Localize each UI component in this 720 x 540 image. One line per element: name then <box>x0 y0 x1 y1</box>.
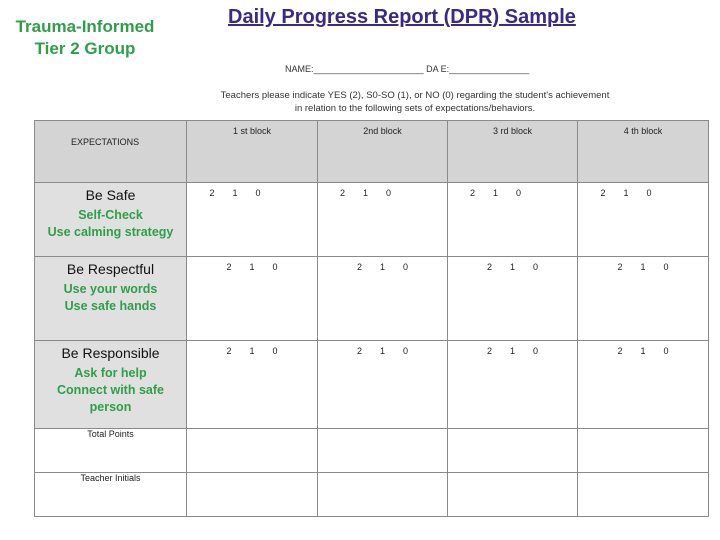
score-1[interactable]: 1 <box>379 346 385 356</box>
total-points-label: Total Points <box>35 429 187 473</box>
expectation-behaviors <box>35 207 186 241</box>
score-2[interactable]: 2 <box>356 346 362 356</box>
score-0[interactable]: 0 <box>663 346 669 356</box>
total-cell[interactable] <box>187 429 318 473</box>
behavior-item: Self-Check <box>78 208 143 222</box>
group-title-line2: Tier 2 Group <box>34 39 136 58</box>
rating-cell[interactable] <box>318 183 448 257</box>
initials-cell[interactable] <box>318 473 448 517</box>
expectation-row-respectful <box>35 257 709 341</box>
score-2[interactable]: 2 <box>339 188 345 198</box>
rating-cell[interactable] <box>187 183 318 257</box>
score-2[interactable]: 2 <box>226 346 232 356</box>
expectation-row-responsible <box>35 341 709 429</box>
score-0[interactable]: 0 <box>403 346 409 356</box>
expectation-behaviors <box>35 365 186 416</box>
score-0[interactable]: 0 <box>403 262 409 272</box>
block-header-2: 2nd block <box>318 121 448 183</box>
rating-cell[interactable] <box>578 341 709 429</box>
score-0[interactable]: 0 <box>516 188 522 198</box>
total-cell[interactable] <box>318 429 448 473</box>
score-1[interactable]: 1 <box>640 262 646 272</box>
initials-cell[interactable] <box>448 473 578 517</box>
score-0[interactable]: 0 <box>663 262 669 272</box>
score-0[interactable]: 0 <box>533 262 539 272</box>
block-header-4: 4 th block <box>578 121 709 183</box>
rating-cell[interactable] <box>187 257 318 341</box>
behavior-item: Use calming strategy <box>47 225 174 239</box>
rating-cell[interactable] <box>578 183 709 257</box>
rating-cell[interactable] <box>187 341 318 429</box>
total-cell[interactable] <box>448 429 578 473</box>
score-0[interactable]: 0 <box>533 346 539 356</box>
score-1[interactable]: 1 <box>509 346 515 356</box>
block-header-1: 1 st block <box>187 121 318 183</box>
score-1[interactable]: 1 <box>640 346 646 356</box>
teacher-initials-label: Teacher Initials <box>35 473 187 517</box>
rating-cell[interactable] <box>448 183 578 257</box>
group-title-line1: Trauma-Informed <box>15 17 155 36</box>
score-1[interactable]: 1 <box>249 262 255 272</box>
score-1[interactable]: 1 <box>232 188 238 198</box>
score-0[interactable]: 0 <box>272 262 278 272</box>
expectation-cell <box>35 257 187 341</box>
expectation-title: Be Safe <box>85 187 136 203</box>
score-2[interactable]: 2 <box>356 262 362 272</box>
score-0[interactable]: 0 <box>646 188 652 198</box>
behavior-item: Ask for help <box>74 366 147 380</box>
instructions-line2: in relation to the following sets of expectations/behaviors. <box>294 103 536 114</box>
instructions <box>200 89 630 115</box>
expectation-cell <box>35 183 187 257</box>
rating-cell[interactable] <box>448 257 578 341</box>
behavior-item: Use safe hands <box>64 299 157 313</box>
score-2[interactable]: 2 <box>617 346 623 356</box>
score-2[interactable]: 2 <box>209 188 215 198</box>
expectation-title: Be Responsible <box>61 345 160 361</box>
behavior-item: Connect with safe <box>57 383 164 397</box>
score-1[interactable]: 1 <box>379 262 385 272</box>
score-1[interactable]: 1 <box>362 188 368 198</box>
header-row <box>35 121 709 183</box>
initials-cell[interactable] <box>578 473 709 517</box>
score-2[interactable]: 2 <box>469 188 475 198</box>
teacher-initials-row <box>35 473 709 517</box>
expectation-row-safe <box>35 183 709 257</box>
name-date-line: NAME:______________________ DA E:________________ <box>285 64 530 74</box>
instructions-line1: Teachers please indicate YES (2), S0-SO (1), or NO (0) regarding the student's achievement <box>220 90 610 101</box>
score-1[interactable]: 1 <box>249 346 255 356</box>
page-title: Daily Progress Report (DPR) Sample <box>228 6 576 28</box>
behavior-item: person <box>89 400 132 414</box>
total-points-row <box>35 429 709 473</box>
score-0[interactable]: 0 <box>386 188 392 198</box>
total-cell[interactable] <box>578 429 709 473</box>
score-1[interactable]: 1 <box>492 188 498 198</box>
expectation-title: Be Respectful <box>66 261 155 277</box>
expectations-header: EXPECTATIONS <box>35 121 187 183</box>
initials-cell[interactable] <box>187 473 318 517</box>
behavior-item: Use your words <box>63 282 158 296</box>
block-header-3: 3 rd block <box>448 121 578 183</box>
expectation-behaviors <box>35 281 186 315</box>
rating-cell[interactable] <box>318 257 448 341</box>
score-0[interactable]: 0 <box>272 346 278 356</box>
score-2[interactable]: 2 <box>617 262 623 272</box>
rating-cell[interactable] <box>578 257 709 341</box>
score-2[interactable]: 2 <box>486 262 492 272</box>
expectation-cell <box>35 341 187 429</box>
score-2[interactable]: 2 <box>226 262 232 272</box>
score-1[interactable]: 1 <box>623 188 629 198</box>
rating-cell[interactable] <box>448 341 578 429</box>
score-2[interactable]: 2 <box>486 346 492 356</box>
dpr-table <box>34 120 709 517</box>
score-2[interactable]: 2 <box>600 188 606 198</box>
rating-cell[interactable] <box>318 341 448 429</box>
score-0[interactable]: 0 <box>255 188 261 198</box>
group-title <box>0 16 170 60</box>
score-1[interactable]: 1 <box>509 262 515 272</box>
